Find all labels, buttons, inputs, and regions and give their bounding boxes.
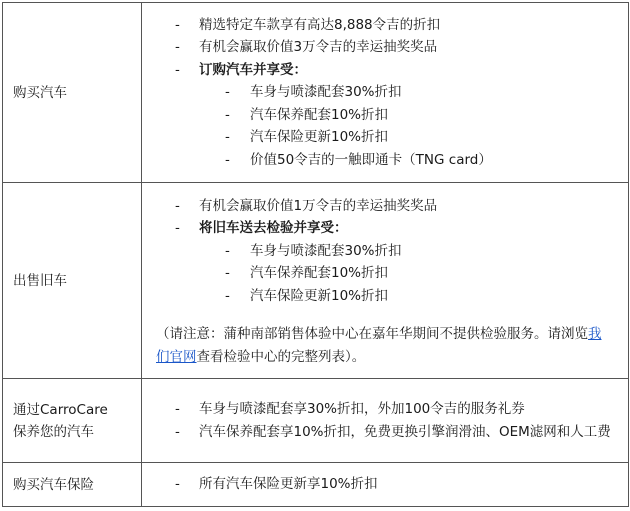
row-content-cell: [142, 183, 629, 379]
benefit-list: [142, 392, 628, 449]
sub-list-item: - 车身与喷漆配套30%折扣: [142, 240, 622, 263]
inspection-note: （请注意：蒲种南部销售体验中心在嘉年华期间不提供检验服务。请浏览我们官网查看检验中心的完整列表）。: [156, 326, 602, 365]
table-row-carrocare: [3, 379, 629, 463]
bullet-dash: -: [225, 287, 230, 304]
benefit-list: [142, 467, 628, 502]
bullet-dash: -: [225, 129, 230, 146]
bullet-dash: -: [175, 39, 180, 56]
benefit-list: [142, 189, 628, 314]
row-label-cell: [3, 183, 142, 379]
sub-list-item: - 汽车保养配套10%折扣: [142, 104, 622, 127]
benefit-list: [142, 8, 628, 178]
official-website-link[interactable]: 我们官网: [156, 326, 602, 365]
table-row-sell-car: [3, 183, 629, 379]
list-item: - 有机会赢取价值3万令吉的幸运抽奖奖品: [142, 36, 622, 59]
sub-list-item: - 价值50令吉的一触即通卡（TNG card）: [142, 149, 622, 172]
table-row-buy-car: [3, 3, 629, 183]
promotions-table: [2, 2, 629, 507]
list-item: - 汽车保养配套享10%折扣，免费更换引擎润滑油、OEM滤网和人工费: [142, 421, 622, 444]
bullet-dash: -: [175, 401, 180, 417]
bullet-dash: -: [175, 61, 180, 78]
row-label: 购买汽车: [13, 84, 67, 101]
row-content-cell: [142, 463, 629, 507]
bullet-dash: -: [175, 220, 180, 237]
bullet-dash: -: [175, 16, 180, 33]
sub-list-item: - 汽车保险更新10%折扣: [142, 126, 622, 149]
bullet-dash: -: [225, 84, 230, 101]
sub-list-item: - 汽车保险更新10%折扣: [142, 285, 622, 308]
sub-list-item: - 车身与喷漆配套30%折扣: [142, 81, 622, 104]
table-row-insurance: [3, 463, 629, 507]
list-item: - 有机会赢取价值1万令吉的幸运抽奖奖品: [142, 195, 622, 218]
list-item: - 车身与喷漆配套享30%折扣，外加100令吉的服务礼券: [142, 398, 622, 421]
bullet-dash: -: [225, 106, 230, 123]
row-label-cell: [3, 379, 142, 463]
bullet-dash: -: [175, 423, 180, 440]
row-label-cell: [3, 463, 142, 507]
bullet-dash: -: [175, 197, 180, 214]
bullet-dash: -: [225, 242, 230, 259]
row-label-cell: [3, 3, 142, 183]
sub-list-item: - 汽车保养配套10%折扣: [142, 262, 622, 285]
row-content-cell: [142, 3, 629, 183]
bullet-dash: -: [225, 265, 230, 282]
row-label: 通过CarroCare 保养您的汽车: [13, 401, 108, 440]
row-content-cell: [142, 379, 629, 463]
list-item: - 订购汽车并享受：: [142, 59, 622, 82]
row-label: 购买汽车保险: [13, 476, 94, 493]
row-label: 出售旧车: [13, 272, 67, 289]
bullet-dash: -: [175, 476, 180, 493]
list-item: - 所有汽车保险更新享10%折扣: [142, 473, 622, 496]
list-item: - 将旧车送去检验并享受：: [142, 217, 622, 240]
bullet-dash: -: [225, 151, 230, 168]
list-item: - 精选特定车款享有高达8,888令吉的折扣: [142, 14, 622, 37]
